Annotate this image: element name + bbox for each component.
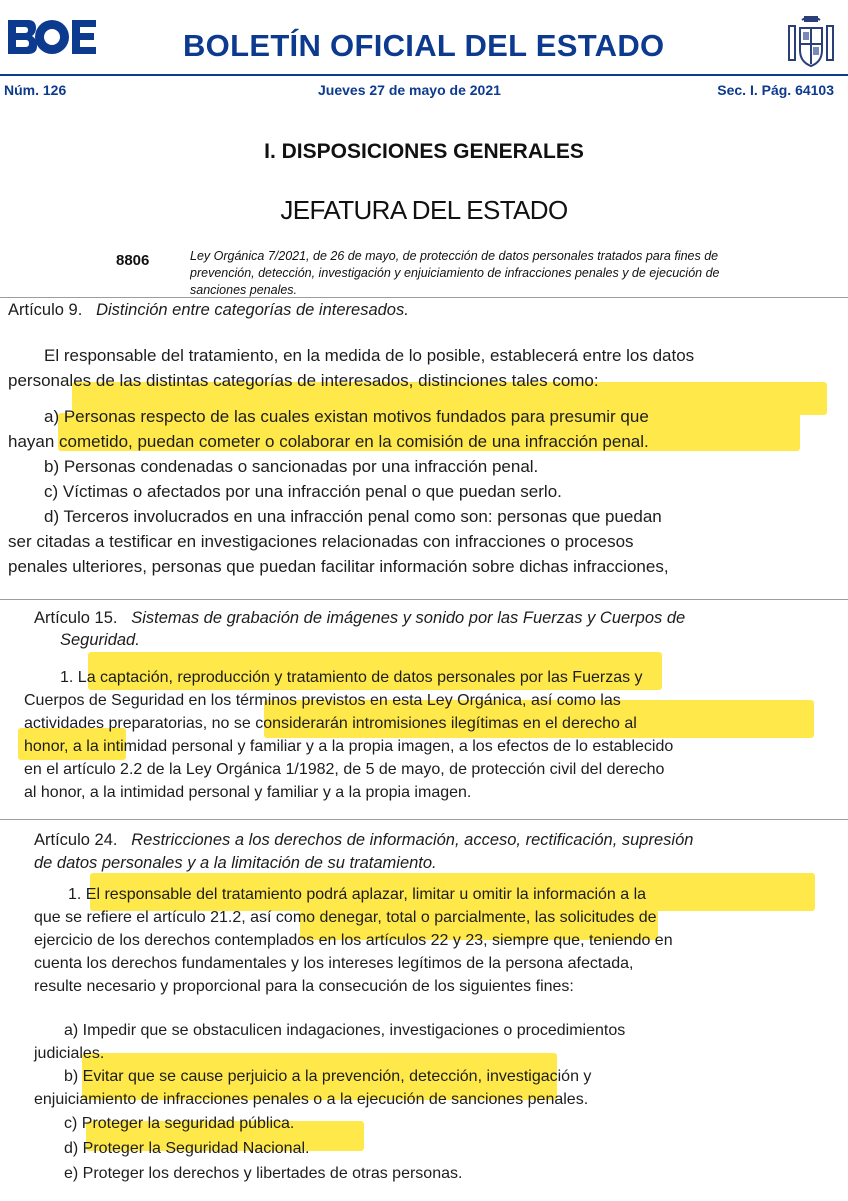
issue-number: Núm. 126 (4, 82, 67, 98)
text-line: enjuiciamiento de infracciones penales o a la ejecución de sanciones penales. (34, 1091, 589, 1108)
text-line: ejercicio de los derechos contemplados en los artículos 22 y 23, siempre que, teniendo en (34, 932, 673, 949)
article-label: Artículo 9. (8, 301, 83, 319)
text-line: 1. La captación, reproducción y tratamiento de datos personales por las Fuerzas y (60, 669, 643, 686)
article-title: Restricciones a los derechos de información, acceso, rectificación, supresión (131, 831, 694, 849)
article-24-panel (0, 819, 848, 1201)
text-line: en el artículo 2.2 de la Ley Orgánica 1/1982, de 5 de mayo, de protección civil del derecho (24, 761, 665, 778)
text-line: Cuerpos de Seguridad en los términos previstos en esta Ley Orgánica, así como las (24, 692, 621, 709)
text-line: judiciales. (34, 1045, 105, 1062)
boe-logo (6, 18, 98, 61)
text-line: d) Terceros involucrados en una infracción penal como son: personas que puedan (44, 507, 662, 526)
text-line: d) Proteger la Seguridad Nacional. (64, 1140, 310, 1157)
text-line: al honor, a la intimidad personal y familiar y a la propia imagen. (24, 784, 472, 801)
text-line: a) Impedir que se obstaculicen indagaciones, investigaciones o procedimientos (64, 1022, 626, 1039)
section-title: I. DISPOSICIONES GENERALES (264, 140, 584, 163)
text-line: b) Personas condenadas o sancionadas por una infracción penal. (44, 457, 539, 476)
text-line: ser citadas a testificar en investigaciones relacionadas con infracciones o procesos (8, 532, 634, 551)
article-15-panel (0, 599, 848, 818)
article-24-heading (34, 829, 693, 851)
header-rule (0, 74, 848, 76)
text-line: 1. El responsable del tratamiento podrá aplazar, limitar u omitir la información a la (68, 886, 647, 903)
text-line: c) Proteger la seguridad pública. (64, 1115, 295, 1132)
text-line: que se refiere el artículo 21.2, así como denegar, total o parcialmente, las solicitudes de (34, 909, 657, 926)
text-line: c) Víctimas o afectados por una infracción penal o que puedan serlo. (44, 482, 562, 501)
organization-title: JEFATURA DEL ESTADO (280, 195, 568, 225)
issue-date: Jueves 27 de mayo de 2021 (318, 82, 501, 98)
article-label: Artículo 15. (34, 609, 118, 627)
article-title: Distinción entre categorías de interesados. (96, 301, 409, 319)
masthead-title: BOLETÍN OFICIAL DEL ESTADO (183, 28, 665, 63)
text-line: El responsable del tratamiento, en la medida de lo posible, establecerá entre los datos (44, 346, 695, 365)
text-line: personales de las distintas categorías de interesados, distinciones tales como: (8, 371, 599, 390)
text-line: b) Evitar que se cause perjuicio a la prevención, detección, investigación y (64, 1068, 592, 1085)
text-line: a) Personas respecto de las cuales existan motivos fundados para presumir que (44, 407, 649, 426)
section-page: Sec. I. Pág. 64103 (717, 82, 834, 98)
text-line: penales ulteriores, personas que puedan facilitar información sobre dichas infracciones, (8, 557, 669, 576)
article-title-continued (34, 852, 437, 874)
text-line: honor, a la intimidad personal y familiar y a la propia imagen, a los efectos de lo establecido (24, 738, 674, 755)
text-line: resulte necesario y proporcional para la consecución de los siguientes fines: (34, 978, 574, 995)
law-title: Ley Orgánica 7/2021, de 26 de mayo, de protección de datos personales tratados para fines de prevención, detección, investigación y enjuiciamiento de infracciones penales y de ejecución de sanciones penales. (190, 249, 720, 297)
law-number: 8806 (116, 252, 150, 269)
text-line: cuenta los derechos fundamentales y los intereses legítimos de la persona afectada, (34, 955, 634, 972)
article-9-panel (0, 297, 848, 598)
article-title-continued (60, 629, 140, 651)
article-15-heading (34, 607, 685, 629)
article-title: Sistemas de grabación de imágenes y sonido por las Fuerzas y Cuerpos de (131, 609, 686, 627)
article-9-heading (8, 299, 409, 321)
text-line: e) Proteger los derechos y libertades de otras personas. (64, 1165, 463, 1182)
article-label: Artículo 24. (34, 831, 118, 849)
coat-of-arms-icon (784, 14, 838, 75)
text-line: actividades preparatorias, no se considerarán intromisiones ilegítimas en el derecho al (24, 715, 637, 732)
article-title: de datos personales y a la limitación de su tratamiento. (34, 854, 437, 872)
text-line: hayan cometido, puedan cometer o colaborar en la comisión de una infracción penal. (8, 432, 649, 451)
article-title: Seguridad. (60, 631, 140, 649)
